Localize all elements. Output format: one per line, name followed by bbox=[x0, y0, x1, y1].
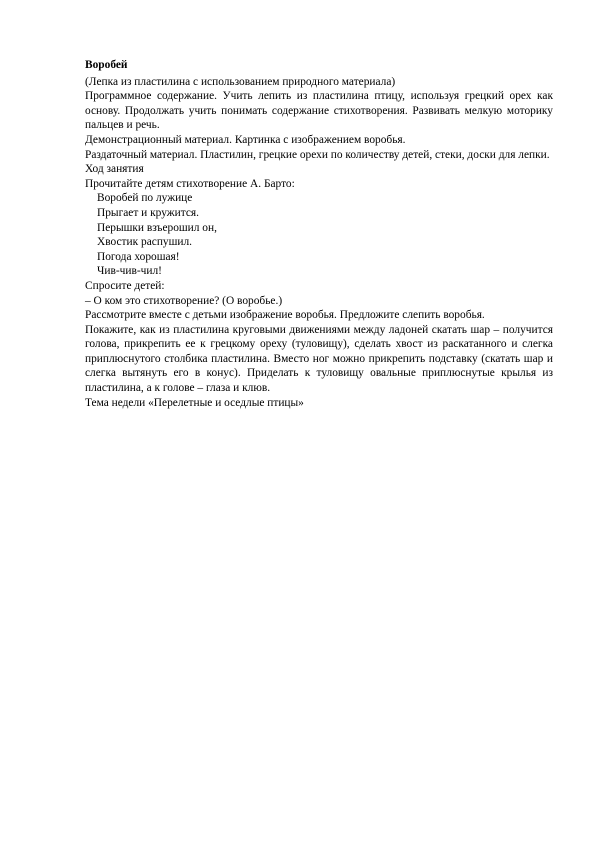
ask-intro: Спросите детей: bbox=[85, 279, 165, 292]
handout-material-paragraph: Раздаточный материал. Пластилин, грецкие орехи по количеству детей, стеки, доски для лепки. bbox=[85, 148, 550, 161]
poem-line: Перышки взъерошил он, bbox=[97, 221, 217, 234]
document-page bbox=[85, 58, 553, 410]
instructions-paragraph: Покажите, как из пластилина круговыми движениями между ладоней скатать шар – получится голова, прикрепить ее к грецкому ореху (туловищу), сделать хвост из раскатанного и слегка приплюснутого столбика пластилина. Вместо ног можно прикрепить подставку (скатать шар и слегка вытянуть его в конус). Приделать к туловищу овальные приплюснутые крылья из пластилина, а к голове – глаза и клюв. bbox=[85, 323, 553, 395]
poem-line: Погода хорошая! bbox=[97, 250, 180, 263]
week-theme: Тема недели «Перелетные и оседлые птицы» bbox=[85, 396, 304, 409]
demo-material-paragraph: Демонстрационный материал. Картинка с изображением воробья. bbox=[85, 133, 406, 146]
question-line: – О ком это стихотворение? (О воробье.) bbox=[85, 294, 283, 307]
poem-line: Воробей по лужице bbox=[97, 192, 193, 205]
poem bbox=[85, 191, 553, 279]
poem-line: Хвостик распушил. bbox=[97, 236, 193, 249]
subtitle: (Лепка из пластилина с использованием природного материала) bbox=[85, 75, 396, 88]
document-title: Воробей bbox=[85, 59, 128, 71]
poem-line: Чив-чив-чил! bbox=[97, 265, 162, 278]
look-paragraph: Рассмотрите вместе с детьми изображение воробья. Предложите слепить воробья. bbox=[85, 309, 485, 322]
program-content-paragraph: Программное содержание. Учить лепить из пластилина птицу, используя грецкий орех как основу. Продолжать учить понимать содержание стихотворения. Развивать мелкую моторику пальцев и речь. bbox=[85, 90, 553, 132]
read-intro: Прочитайте детям стихотворение А. Барто: bbox=[85, 177, 295, 190]
course-heading: Ход занятия bbox=[85, 163, 144, 176]
poem-line: Прыгает и кружится. bbox=[97, 206, 199, 219]
